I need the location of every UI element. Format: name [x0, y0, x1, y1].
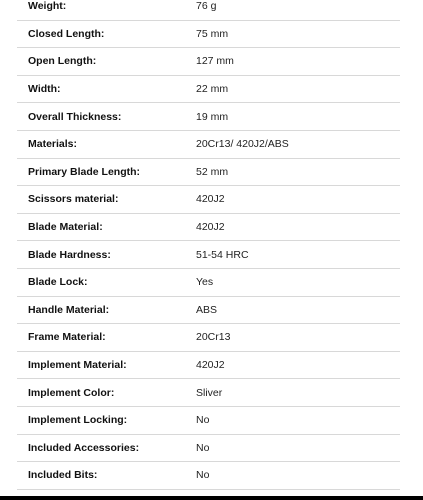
- spec-label: Handle Material:: [28, 303, 110, 316]
- spec-value: 75 mm: [196, 27, 229, 40]
- spec-label: Width:: [28, 83, 61, 96]
- spec-value: No: [196, 414, 210, 427]
- spec-row-frame-material: [17, 324, 400, 352]
- spec-label: Included Bits:: [28, 469, 98, 482]
- spec-label: Primary Blade Length:: [28, 165, 141, 178]
- spec-row-width: [17, 76, 400, 104]
- spec-row-blade-hardness: [17, 241, 400, 269]
- spec-row-open-length: [17, 48, 400, 76]
- spec-row-weight: [17, 0, 400, 21]
- spec-row-materials: [17, 131, 400, 159]
- spec-row-included-accessories: [17, 435, 400, 463]
- spec-row-blade-material: [17, 214, 400, 242]
- bottom-divider: [0, 496, 423, 500]
- spec-label: Frame Material:: [28, 331, 106, 344]
- spec-value: No: [196, 469, 210, 482]
- spec-label: Implement Color:: [28, 386, 115, 399]
- spec-label: Included Accessories:: [28, 441, 140, 454]
- spec-label: Implement Locking:: [28, 414, 128, 427]
- spec-label: Overall Thickness:: [28, 110, 122, 123]
- spec-row-primary-blade-length: [17, 159, 400, 187]
- spec-label: Implement Material:: [28, 359, 127, 372]
- spec-row-scissors-material: [17, 186, 400, 214]
- spec-row-overall-thickness: [17, 103, 400, 131]
- spec-value: 420J2: [196, 193, 225, 206]
- spec-value: Sliver: [196, 386, 223, 399]
- spec-row-implement-color: [17, 379, 400, 407]
- spec-label: Closed Length:: [28, 27, 105, 40]
- spec-row-included-bits: [17, 462, 400, 490]
- spec-label: Blade Material:: [28, 221, 103, 234]
- spec-row-implement-locking: [17, 407, 400, 435]
- spec-label: Blade Hardness:: [28, 248, 111, 261]
- spec-row-closed-length: [17, 21, 400, 49]
- spec-value: Yes: [196, 276, 214, 289]
- spec-label: Materials:: [28, 138, 78, 151]
- spec-value: 52 mm: [196, 165, 229, 178]
- spec-value: ABS: [196, 303, 218, 316]
- spec-value: 20Cr13: [196, 331, 231, 344]
- spec-value: 19 mm: [196, 110, 229, 123]
- spec-value: 420J2: [196, 221, 225, 234]
- spec-value: No: [196, 441, 210, 454]
- spec-table: [17, 0, 400, 490]
- spec-row-handle-material: [17, 297, 400, 325]
- spec-label: Blade Lock:: [28, 276, 88, 289]
- spec-label: Open Length:: [28, 55, 97, 68]
- spec-row-implement-material: [17, 352, 400, 380]
- spec-value: 127 mm: [196, 55, 234, 68]
- spec-row-blade-lock: [17, 269, 400, 297]
- spec-value: 420J2: [196, 359, 225, 372]
- spec-value: 76 g: [196, 0, 217, 13]
- spec-label: Scissors material:: [28, 193, 119, 206]
- spec-value: 20Cr13/ 420J2/ABS: [196, 138, 289, 151]
- spec-label: Weight:: [28, 0, 67, 13]
- spec-value: 51-54 HRC: [196, 248, 249, 261]
- spec-value: 22 mm: [196, 83, 229, 96]
